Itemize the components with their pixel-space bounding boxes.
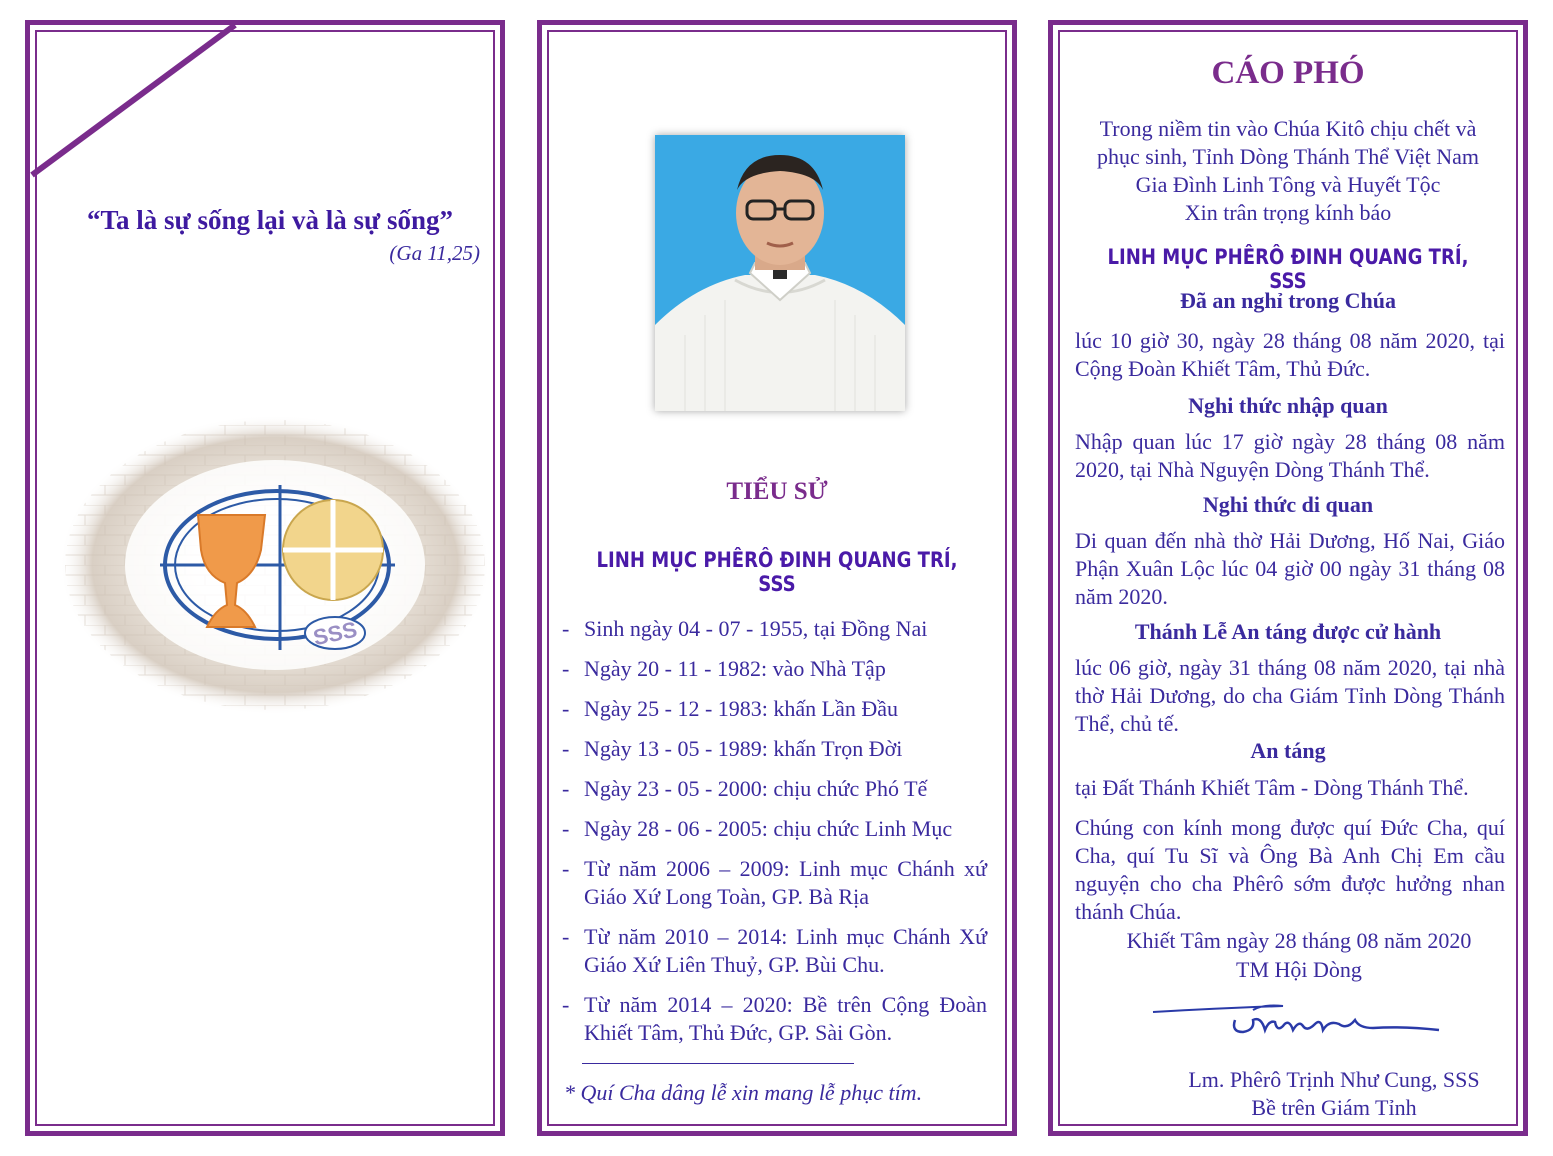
list-item: - Ngày 28 - 06 - 2005: chịu chức Linh Mục [562,816,953,841]
sss-logo [55,405,495,725]
footnote-divider [582,1063,854,1064]
obituary-title: CÁO PHÓ [1211,55,1365,91]
list-item: - Từ năm 2014 – 2020: Bề trên Cộng Đoàn Khiết Tâm, Thủ Đức, GP. Sài Gòn. [562,992,987,1045]
section-heading: Nghi thức di quan [1202,492,1374,517]
deceased-name: LINH MỤC PHÊRÔ ĐINH QUANG TRÍ, SSS [1107,245,1469,293]
section-body: lúc 06 giờ, ngày 31 tháng 08 năm 2020, tại nhà thờ Hải Dương, do cha Giám Tỉnh Dòng Thánh Thể, chủ tế. [1075,655,1505,736]
list-item: - Từ năm 2010 – 2014: Linh mục Chánh Xứ Giáo Xứ Liên Thuỷ, GP. Bùi Chu. [562,924,987,977]
portrait-photo [655,135,905,411]
date-line: Khiết Tâm ngày 28 tháng 08 năm 2020 [1126,928,1472,953]
scripture-quote: “Ta là sự sống lại và là sự sống” [86,205,453,235]
signer-name: Lm. Phêrô Trịnh Như Cung, SSS [1188,1067,1480,1092]
section-heading: An táng [1250,738,1326,763]
obituary-intro: Trong niềm tin vào Chúa Kitô chịu chết và phục sinh, Tỉnh Dòng Thánh Thể Việt Nam Gia Đình Linh Tông và Huyết Tộc Xin trân trọng kính báo [1096,116,1479,225]
list-item: - Ngày 23 - 05 - 2000: chịu chức Phó Tế [562,776,928,801]
cover-panel [25,20,505,1136]
section-body: Di quan đến nhà thờ Hải Dương, Hố Nai, Giáo Phận Xuân Lộc lúc 04 giờ 00 ngày 31 tháng 08 năm 2020. [1075,528,1505,609]
biography-panel [537,20,1017,1136]
tm-line: TM Hội Dòng [1236,957,1362,982]
logo-sss-text: SSS [310,616,360,651]
footnote-note: * Quí Cha dâng lễ xin mang lễ phục tím. [564,1080,923,1105]
section-body: tại Đất Thánh Khiết Tâm - Dòng Thánh Thể. [1075,775,1469,800]
section-heading: Đã an nghỉ trong Chúa [1180,288,1396,313]
priest-name: LINH MỤC PHÊRÔ ĐINH QUANG TRÍ, SSS [596,548,958,596]
list-item: - Từ năm 2006 – 2009: Linh mục Chánh xứ Giáo Xứ Long Toàn, GP. Bà Rịa [562,856,987,909]
section-body: Nhập quan lúc 17 giờ ngày 28 tháng 08 năm 2020, tại Nhà Nguyện Dòng Thánh Thể. [1075,429,1505,482]
list-item: - Ngày 13 - 05 - 1989: khấn Trọn Đời [562,736,903,761]
closing-paragraph: Chúng con kính mong được quí Đức Cha, quí Cha, quí Tu Sĩ và Ông Bà Anh Chị Em cầu nguyện cho cha Phêrô sớm được hưởng nhan thánh Chúa. [1075,815,1505,924]
signer-title: Bề trên Giám Tỉnh [1251,1095,1417,1120]
scripture-reference: (Ga 11,25) [389,241,480,265]
biography-title: TIỂU SỬ [726,478,828,505]
section-heading: Thánh Lễ An táng được cử hành [1134,619,1442,644]
list-item: - Ngày 25 - 12 - 1983: khấn Lần Đầu [562,696,899,721]
list-item: - Sinh ngày 04 - 07 - 1955, tại Đồng Nai [562,616,928,641]
section-heading: Nghi thức nhập quan [1188,393,1388,418]
signature [1143,990,1453,1050]
obituary-panel [1048,20,1528,1136]
section-body: lúc 10 giờ 30, ngày 28 tháng 08 năm 2020, tại Cộng Đoàn Khiết Tâm, Thủ Đức. [1075,328,1505,381]
biography-list [562,615,987,1059]
list-item: - Ngày 20 - 11 - 1982: vào Nhà Tập [562,656,886,681]
mourning-ribbon [30,25,250,185]
